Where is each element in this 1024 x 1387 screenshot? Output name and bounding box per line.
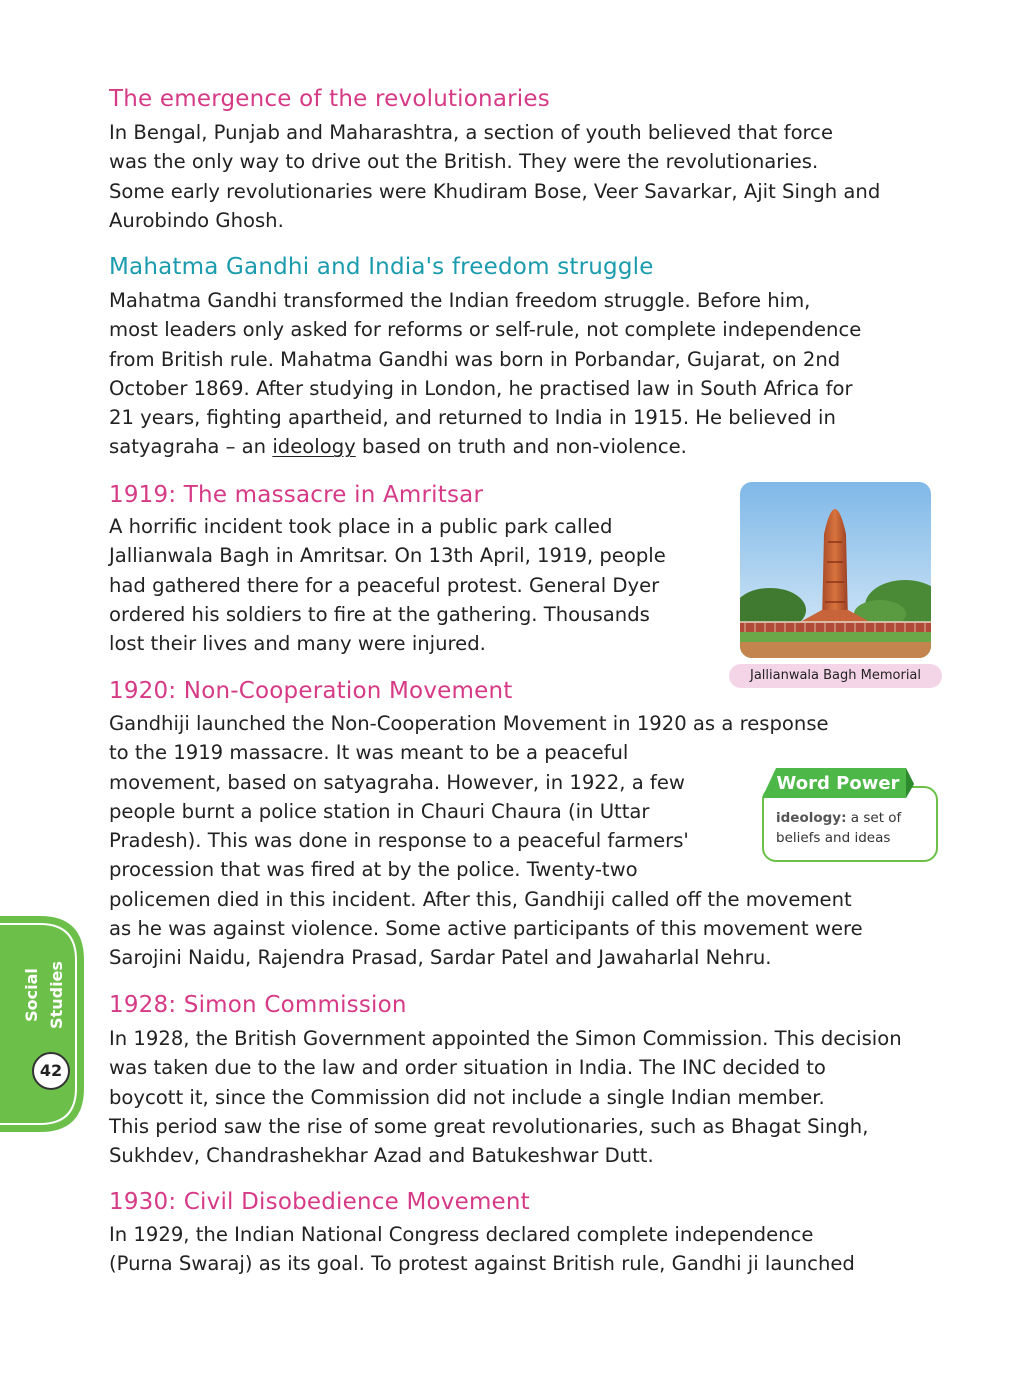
heading-civil-disobedience: 1930: Civil Disobedience Movement	[109, 1189, 530, 1215]
text-line: boycott it, since the Commission did not include a single Indian member.	[109, 1085, 825, 1109]
text-line: This period saw the rise of some great revolutionaries, such as Bhagat Singh,	[109, 1114, 869, 1138]
text-line: In 1928, the British Government appointed the Simon Commission. This decision	[109, 1027, 902, 1050]
text-line: ordered his soldiers to fire at the gathering. Thousands	[109, 602, 650, 626]
text-line: Sukhdev, Chandrashekhar Azad and Batukeshwar Dutt.	[109, 1144, 654, 1168]
paragraph-gandhi	[109, 286, 861, 462]
text-line: Jallianwala Bagh in Amritsar. On 13th April, 1919, people	[109, 544, 666, 568]
page-number: 42	[32, 1052, 70, 1090]
photo-caption: Jallianwala Bagh Memorial	[729, 664, 942, 688]
paragraph-simon	[109, 1024, 902, 1170]
text-line: Sarojini Naidu, Rajendra Prasad, Sardar Patel and Jawaharlal Nehru.	[109, 946, 772, 970]
text-line: Mahatma Gandhi transformed the Indian freedom struggle. Before him,	[109, 289, 811, 312]
subject-label-studies: Studies	[47, 961, 66, 1029]
paragraph-civil-disobedience	[109, 1220, 855, 1279]
text-line: A horrific incident took place in a public park called	[109, 515, 613, 538]
text-line: In Bengal, Punjab and Maharashtra, a section of youth believed that force	[109, 121, 834, 144]
text-line: was the only way to drive out the British. They were the revolutionaries.	[109, 150, 819, 174]
text-line: as he was against violence. Some active participants of this movement were	[109, 917, 863, 941]
text-line: most leaders only asked for reforms or self-rule, not complete independence	[109, 318, 862, 342]
paragraph-amritsar	[109, 512, 666, 658]
text-line: 21 years, fighting apartheid, and returned to India in 1915. He believed in	[109, 406, 836, 430]
text-line: movement, based on satyagraha. However, in 1922, a few	[109, 770, 685, 794]
heading-noncooperation: 1920: Non-Cooperation Movement	[109, 678, 513, 704]
text-line: (Purna Swaraj) as its goal. To protest against British rule, Gandhi ji launched	[109, 1252, 855, 1276]
heading-revolutionaries: The emergence of the revolutionaries	[109, 86, 550, 112]
text-line: In 1929, the Indian National Congress declared complete independence	[109, 1223, 814, 1246]
heading-gandhi: Mahatma Gandhi and India's freedom struggle	[109, 254, 654, 280]
text-line: had gathered there for a peaceful protest. General Dyer	[109, 573, 660, 597]
memorial-photo	[740, 482, 931, 658]
text-line: October 1869. After studying in London, he practised law in South Africa for	[109, 376, 853, 400]
heading-simon: 1928: Simon Commission	[109, 992, 407, 1018]
ideology-link[interactable]: ideology	[272, 435, 356, 459]
text-line: lost their lives and many were injured.	[109, 632, 486, 656]
text-line: to the 1919 massacre. It was meant to be a peaceful	[109, 741, 629, 765]
text-line: Gandhiji launched the Non-Cooperation Movement in 1920 as a response	[109, 712, 829, 735]
heading-amritsar: 1919: The massacre in Amritsar	[109, 482, 484, 508]
text-line: was taken due to the law and order situation in India. The INC decided to	[109, 1056, 826, 1080]
text-line: satyagraha – an ideology based on truth and non-violence.	[109, 435, 687, 459]
subject-label-social: Social	[22, 968, 41, 1022]
paragraph-revolutionaries	[109, 118, 880, 235]
word-power-term: ideology:	[776, 810, 847, 826]
text-line: from British rule. Mahatma Gandhi was born in Porbandar, Gujarat, on 2nd	[109, 347, 841, 371]
text-line: people burnt a police station in Chauri Chaura (in Uttar	[109, 799, 650, 823]
text-line: Aurobindo Ghosh.	[109, 208, 284, 232]
text-line: policemen died in this incident. After this, Gandhiji called off the movement	[109, 887, 852, 911]
text-line: procession that was fired at by the police. Twenty-two	[109, 858, 638, 882]
text-line: Some early revolutionaries were Khudiram Bose, Veer Savarkar, Ajit Singh and	[109, 179, 881, 203]
paragraph-noncooperation	[109, 709, 863, 973]
subject-label	[10, 960, 72, 1030]
word-power-definition: ideology: a set of beliefs and ideas	[776, 810, 902, 846]
text-line: Pradesh). This was done in response to a peaceful farmers'	[109, 829, 689, 853]
word-power-title: Word Power	[776, 773, 900, 794]
